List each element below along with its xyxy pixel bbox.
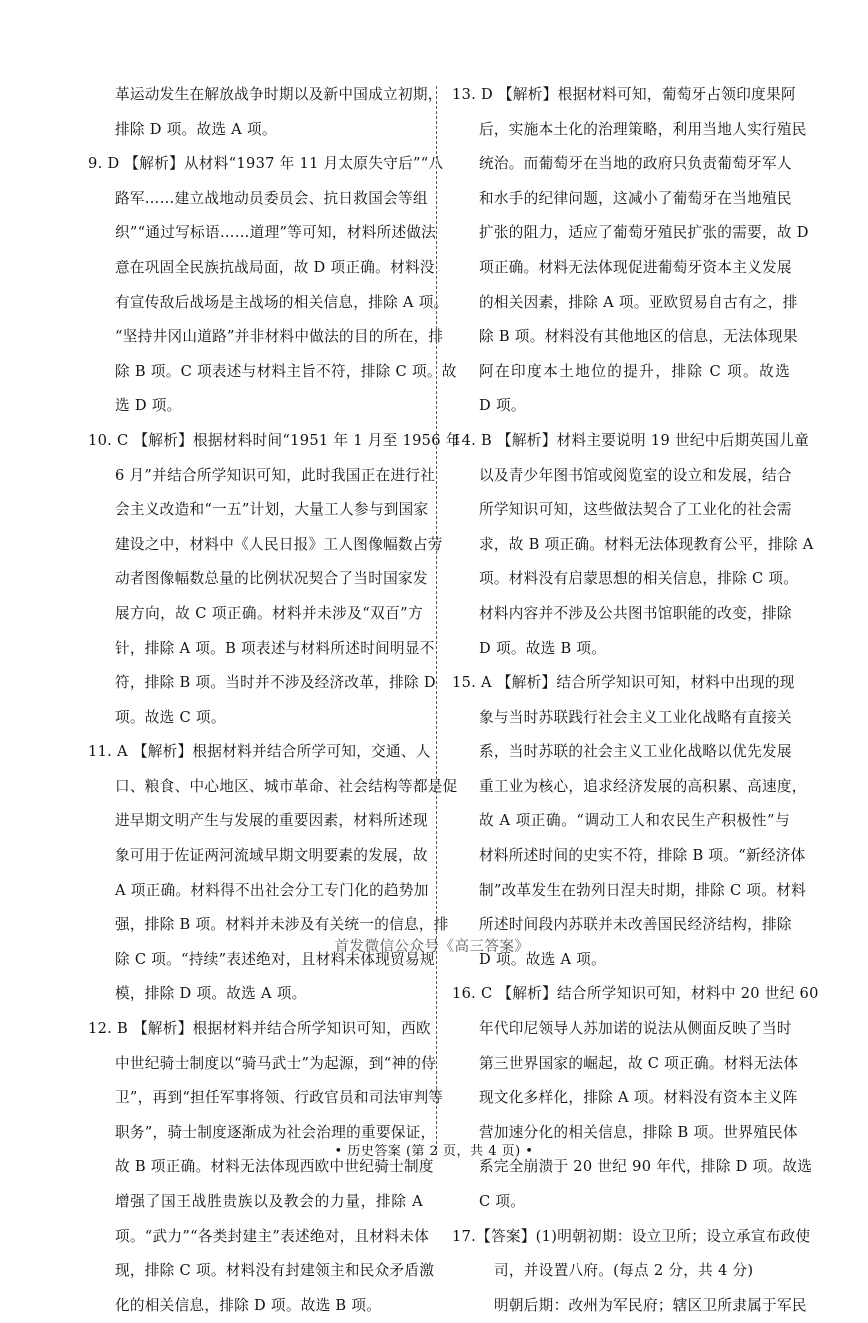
text-line: A 项正确。材料得不出社会分工专门化的趋势加 [115, 881, 429, 899]
text-line: 除 B 项。C 项表述与材料主旨不符，排除 C 项。故 [115, 362, 457, 380]
text-line: 12. B 【解析】根据材料并结合所学知识可知，西欧 [88, 1020, 431, 1038]
text-line: 强，排除 B 项。材料并未涉及有关统一的信息，排 [115, 916, 449, 934]
text-line: D 项。故选 A 项。 [479, 950, 607, 968]
text-line: 司，并设置八府。(每点 2 分，共 4 分) [494, 1262, 754, 1280]
text-line: 现，排除 C 项。材料没有封建领主和民众矛盾激 [115, 1262, 435, 1280]
text-line: 阿在印度本土地位的提升，排除 C 项。故选 [479, 362, 790, 380]
text-line: 有宣传敌后战场是主战场的相关信息，排除 A 项。 [115, 293, 449, 311]
text-line: 职务”，骑士制度逐渐成为社会治理的重要保证， [115, 1123, 436, 1141]
text-line: 材料所述时间的史实不符，排除 B 项。“新经济体 [479, 847, 806, 865]
text-line: 14. B 【解析】材料主要说明 19 世纪中后期英国儿童 [452, 431, 810, 449]
text-line: 系完全崩溃于 20 世纪 90 年代，排除 D 项。故选 [479, 1158, 813, 1176]
watermark-text: 首发微信公众号《高三答案》 [334, 939, 530, 955]
text-line: D 项。故选 B 项。 [479, 639, 607, 657]
text-line: 9. D 【解析】从材料“1937 年 11 月太原失守后”“八 [88, 155, 444, 173]
text-line: “坚持井冈山道路”并非材料中做法的目的所在，排 [115, 328, 444, 346]
text-line: 排除 D 项。故选 A 项。 [115, 120, 277, 138]
text-line: 重工业为核心，追求经济发展的高积累、高速度， [479, 777, 807, 795]
text-line: 故 A 项正确。“调动工人和农民生产积极性”与 [479, 812, 790, 830]
text-line: 革运动发生在解放战争时期以及新中国成立初期， [115, 86, 443, 103]
text-line: 10. C 【解析】根据材料时间“1951 年 1 月至 1956 年 [88, 431, 461, 449]
text-line: 17.【答案】(1)明朝初期：设立卫所；设立承宣布政使 [452, 1227, 811, 1245]
text-line: 意在巩固全民族抗战局面，故 D 项正确。材料没 [115, 258, 435, 276]
text-line: 扩张的阻力，适应了葡萄牙殖民扩张的需要，故 D [479, 224, 809, 242]
text-line: 后，实施本土化的治理策略，利用当地人实行殖民 [479, 120, 807, 138]
text-line: 中世纪骑士制度以“骑马武士”为起源，到“神的侍 [115, 1054, 437, 1072]
text-line: 统治。而葡萄牙在当地的政府只负责葡萄牙军人 [479, 155, 792, 173]
right-column [452, 78, 819, 1323]
text-line: 展方向，故 C 项正确。材料并未涉及“双百”方 [115, 604, 423, 622]
text-line: 以及青少年图书馆或阅览室的设立和发展，结合 [479, 466, 792, 484]
text-line: 营加速分化的相关信息，排除 B 项。世界殖民体 [479, 1123, 798, 1141]
text-line: 现文化多样化，排除 A 项。材料没有资本主义阵 [479, 1089, 798, 1107]
text-line: 15. A 【解析】结合所学知识可知，材料中出现的现 [452, 674, 795, 692]
text-line: 象与当时苏联践行社会主义工业化战略有直接关 [479, 708, 792, 726]
page-footer: • 历史答案 (第 2 页，共 4 页) • [334, 1144, 534, 1159]
text-line: 符，排除 B 项。当时并不涉及经济改革，排除 D [115, 674, 436, 692]
column-divider [436, 86, 437, 1154]
text-line: 制”改革发生在勃列日涅夫时期，排除 C 项。材料 [479, 881, 806, 899]
text-line: 明朝后期：改州为军民府；辖区卫所隶属于军民 [494, 1296, 807, 1314]
text-line: 的相关因素，排除 A 项。亚欧贸易自古有之，排 [479, 293, 798, 311]
text-line: 除 C 项。“持续”表述绝对，且材料未体现贸易规 [115, 950, 435, 968]
text-line: 材料内容并不涉及公共图书馆职能的改变，排除 [479, 604, 792, 622]
text-line: 13. D 【解析】根据材料可知，葡萄牙占领印度果阿 [452, 86, 796, 103]
text-line: C 项。 [479, 1193, 526, 1210]
text-line: 口、粮食、中心地区、城市革命、社会结构等都是促 [115, 777, 458, 795]
text-line: 系，当时苏联的社会主义工业化战略以优先发展 [479, 743, 792, 761]
text-line: D 项。 [479, 397, 526, 415]
text-line: 模，排除 D 项。故选 A 项。 [115, 985, 307, 1003]
text-line: 象可用于佐证两河流域早期文明要素的发展，故 [115, 847, 428, 865]
text-line: 项。材料没有启蒙思想的相关信息，排除 C 项。 [479, 570, 799, 588]
text-line: 11. A 【解析】根据材料并结合所学可知，交通、人 [88, 743, 431, 761]
text-line: 项。“武力”“各类封建主”表述绝对，且材料未体 [115, 1227, 430, 1245]
text-line: 求，故 B 项正确。材料无法体现教育公平，排除 A [479, 535, 814, 553]
text-line: 所学知识可知，这些做法契合了工业化的社会需 [479, 501, 792, 519]
text-line: 选 D 项。 [115, 397, 182, 415]
text-line: 卫”，再到“担任军事将领、行政官员和司法审判等 [115, 1089, 444, 1107]
text-line: 动者图像幅数总量的比例状况契合了当时国家发 [115, 570, 428, 588]
text-line: 会主义改造和“一五”计划，大量工人参与到国家 [115, 501, 429, 519]
text-line: 所述时间段内苏联并未改善国民经济结构，排除 [479, 916, 792, 934]
text-line: 年代印尼领导人苏加诺的说法从侧面反映了当时 [479, 1020, 792, 1038]
text-line: 增强了国王战胜贵族以及教会的力量，排除 A [115, 1193, 423, 1210]
text-line: 和水手的纪律问题，这减小了葡萄牙在当地殖民 [479, 189, 792, 207]
text-line: 针，排除 A 项。B 项表述与材料所述时间明显不 [115, 639, 435, 657]
text-line: 项正确。材料无法体现促进葡萄牙资本主义发展 [479, 258, 792, 276]
text-line: 故 B 项正确。材料无法体现西欧中世纪骑士制度 [115, 1158, 434, 1176]
text-line: 6 月”并结合所学知识可知，此时我国正在进行社 [115, 466, 436, 484]
text-line: 16. C 【解析】结合所学知识可知，材料中 20 世纪 60 [452, 985, 819, 1003]
text-line: 织”“通过写标语……道理”等可知，材料所述做法 [115, 224, 437, 242]
text-line: 除 B 项。材料没有其他地区的信息，无法体现果 [479, 328, 798, 346]
text-line: 化的相关信息，排除 D 项。故选 B 项。 [115, 1296, 382, 1314]
text-line: 项。故选 C 项。 [115, 708, 226, 726]
text-line: 第三世界国家的崛起，故 C 项正确。材料无法体 [479, 1054, 799, 1072]
text-line: 路军……建立战地动员委员会、抗日救国会等组 [115, 189, 428, 207]
text-line: 进早期文明产生与发展的重要因素，材料所述现 [115, 812, 428, 830]
text-line: 建设之中，材料中《人民日报》工人图像幅数占劳 [115, 535, 443, 553]
